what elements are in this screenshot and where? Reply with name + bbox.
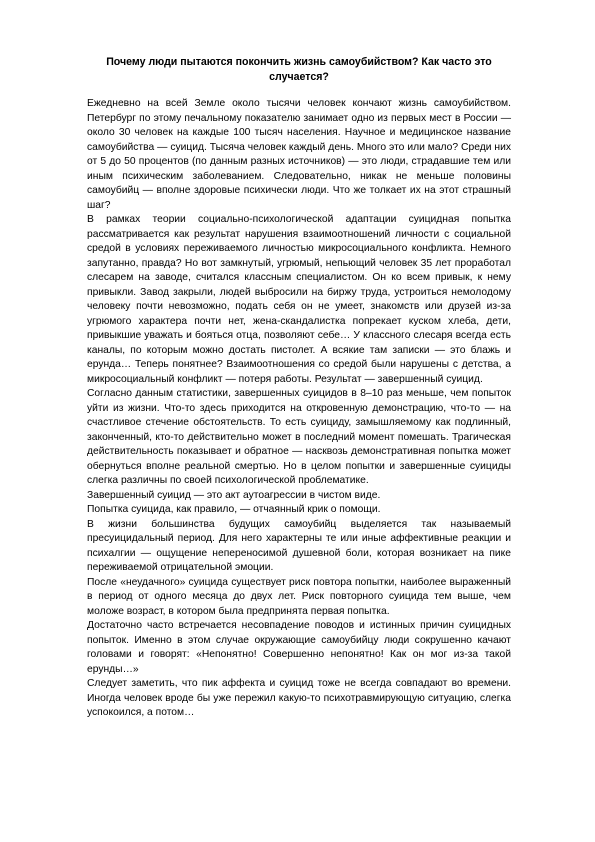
- document-title: Почему люди пытаются покончить жизнь самоубийством? Как часто это случается?: [106, 56, 492, 83]
- paragraph-completed-suicide: Завершенный суицид — это акт аутоагрессии в чистом виде.: [87, 489, 381, 501]
- paragraph-theory: В рамках теории социально-психологической адаптации суицидная попытка рассматривается как результат нарушения взаимоотношений личности с социальной средой в условиях переживаемого личностью микросоциального конфликта. Немного запутанно, правда? Но вот замкнутый, угрюмый, непьющий человек 35 лет проработал слесарем на заводе, считался классным специалистом. Он ко всем привык, к нему привыкли. Завод закрыли, людей выбросили на биржу труда, устроиться немолодому человеку почти невозможно, подать себя он не умеет, знакомств или друзей из-за угрюмого характера почти нет, жена-скандалистка попрекает куском хлеба, дети, привыкшие уважать и бояться отца, позволяют себе… У классного слесаря всегда есть каналы, по которым можно достать пистолет. А всякие там записки — это блажь и ерунда… Теперь понятнее? Взаимоотношения со средой были нарушены с детства, а микросоциальный конфликт — потеря работы. Результат — завершенный суицид.: [87, 214, 511, 385]
- document-body: [87, 97, 511, 721]
- paragraph-repeat-risk: После «неудачного» суицида существует риск повтора попытки, наиболее выраженный в период от одного месяца до двух лет. Риск повторного суицида тем выше, чем моложе возраст, в котором была предпринята первая попытка.: [87, 576, 511, 617]
- paragraph-presuicidal-period: В жизни большинства будущих самоубийц выделяется так называемый пресуицидальный период. Для него характерны те или иные аффективные реакции и психалгии — ощущение непереносимой душевной боли, которая возникает на пике переживаемой отрицательной эмоции.: [87, 518, 511, 573]
- document-page: [87, 55, 511, 721]
- paragraph-statistics: Согласно данным статистики, завершенных суицидов в 8–10 раз меньше, чем попыток уйти из жизни. Что-то здесь приходится на откровенную демонстрацию, что-то — на счастливое стечение обстоятельств. То есть суициду, замышляемому как подлинный, законченный, кто-то действительно может в последний момент помешать. Трагическая действительность показывает и обратное — насквозь демонстративная попытка может обернуться вполне реальной смертью. Но в целом попытки и завершенные суициды слегка различны по своей психологической проблематике.: [87, 388, 511, 486]
- paragraph-affect-timing: Следует заметить, что пик аффекта и суицид тоже не всегда совпадают во времени. Иногда человек вроде бы уже пережил какую-то психотравмирующую ситуацию, слегка успокоился, а потом…: [87, 678, 511, 718]
- paragraph-causes: Достаточно часто встречается несовпадение поводов и истинных причин суицидных попыток. Именно в этом случае окружающие самоубийцу люди сокрушенно качают головами и говорят: «Непонятно! Совершенно непонятно! Как он мог из-за такой ерунды…»: [87, 620, 511, 675]
- paragraph-intro: Ежедневно на всей Земле около тысячи человек кончают жизнь самоубийством. Петербург по этому печальному показателю занимает одно из первых мест в России — около 30 человек на каждые 100 тысяч населения. Научное и медицинское название самоубийства — суицид. Тысяча человек каждый день. Много это или мало? Среди них от 5 до 50 процентов (по данным разных источников) — это люди, страдавшие тем или иным психическим заболеванием. Следовательно, никак не меньше половины самоубийц — вполне здоровые психически люди. Что же толкает их на этот страшный шаг?: [87, 98, 511, 211]
- paragraph-attempt: Попытка суицида, как правило, — отчаянный крик о помощи.: [87, 504, 381, 515]
